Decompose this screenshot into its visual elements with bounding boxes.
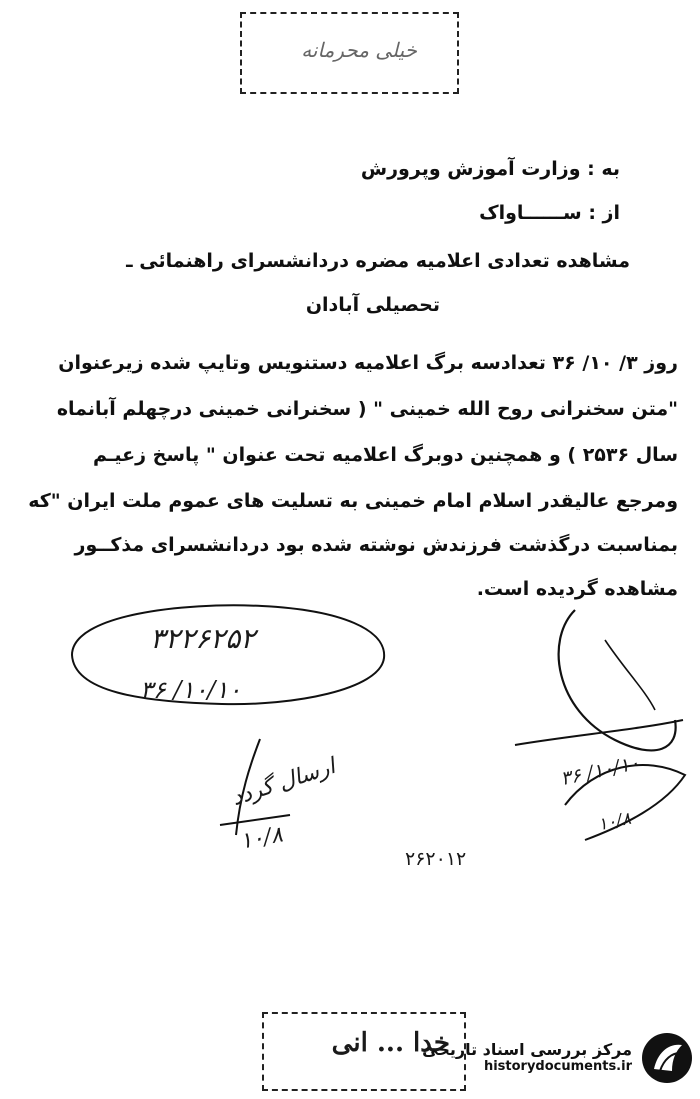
body-line-6: مشاهده گردیده است. bbox=[476, 578, 678, 600]
body-line-4: ومرجع عالیقدر اسلام امام خمینی به تسلیت های عموم ملت ایران "که bbox=[28, 490, 678, 512]
recipient-line: به : وزارت آموزش وپرورش bbox=[360, 158, 620, 180]
referral-date: ۱۰/۸ bbox=[238, 822, 285, 855]
signature-date: ۱۰/۱۰/ ۳۶ bbox=[558, 751, 642, 791]
archive-logo-icon bbox=[640, 1031, 694, 1085]
archive-name: مرکز بررسی اسناد تاریخی bbox=[422, 1040, 632, 1060]
subject-line-2: تحصیلی آبادان bbox=[305, 294, 440, 316]
body-line-3: سال ۲۵۳۶ ) و همچنین دوبرگ اعلامیه تحت عنوان " پاسخ زعیـم bbox=[92, 444, 678, 466]
classification-stamp bbox=[240, 12, 459, 94]
registration-number: ۳۲۲۶۲۵۲ bbox=[150, 622, 256, 655]
body-line-5: بمناسبت درگذشت فرزندش نوشته شده بود دردانشسرای مذکــور bbox=[74, 534, 678, 556]
document-number: ۲۶۲۰۱۲ bbox=[405, 848, 467, 870]
subject-line-1: مشاهده تعدادی اعلامیه مضره دردانشسرای راهنمائی ـ bbox=[126, 250, 630, 272]
classification-stamp-text: خیلی محرمانه bbox=[301, 38, 417, 62]
body-line-1: روز ۳/ ۱۰/ ۳۶ تعدادسه برگ اعلامیه دستنویس وتایپ شده زیرعنوان bbox=[58, 352, 678, 374]
archive-watermark bbox=[422, 1031, 694, 1085]
archive-url: historydocuments.ir bbox=[483, 1058, 632, 1074]
sender-line: از : ســــــاواک bbox=[479, 202, 620, 224]
signature-small-date: ۱۰/۸ bbox=[596, 808, 633, 836]
registration-date: ۱۰/۱۰/ ۳۶ bbox=[140, 676, 242, 704]
referral-note: ارسال گردد bbox=[228, 754, 339, 811]
body-line-2: "متن سخنرانی روح الله خمینی " ( سخنرانی خمینی درچهلم آبانماه bbox=[56, 398, 678, 420]
bottom-stamp-text: خدا ... انی bbox=[331, 1028, 450, 1058]
